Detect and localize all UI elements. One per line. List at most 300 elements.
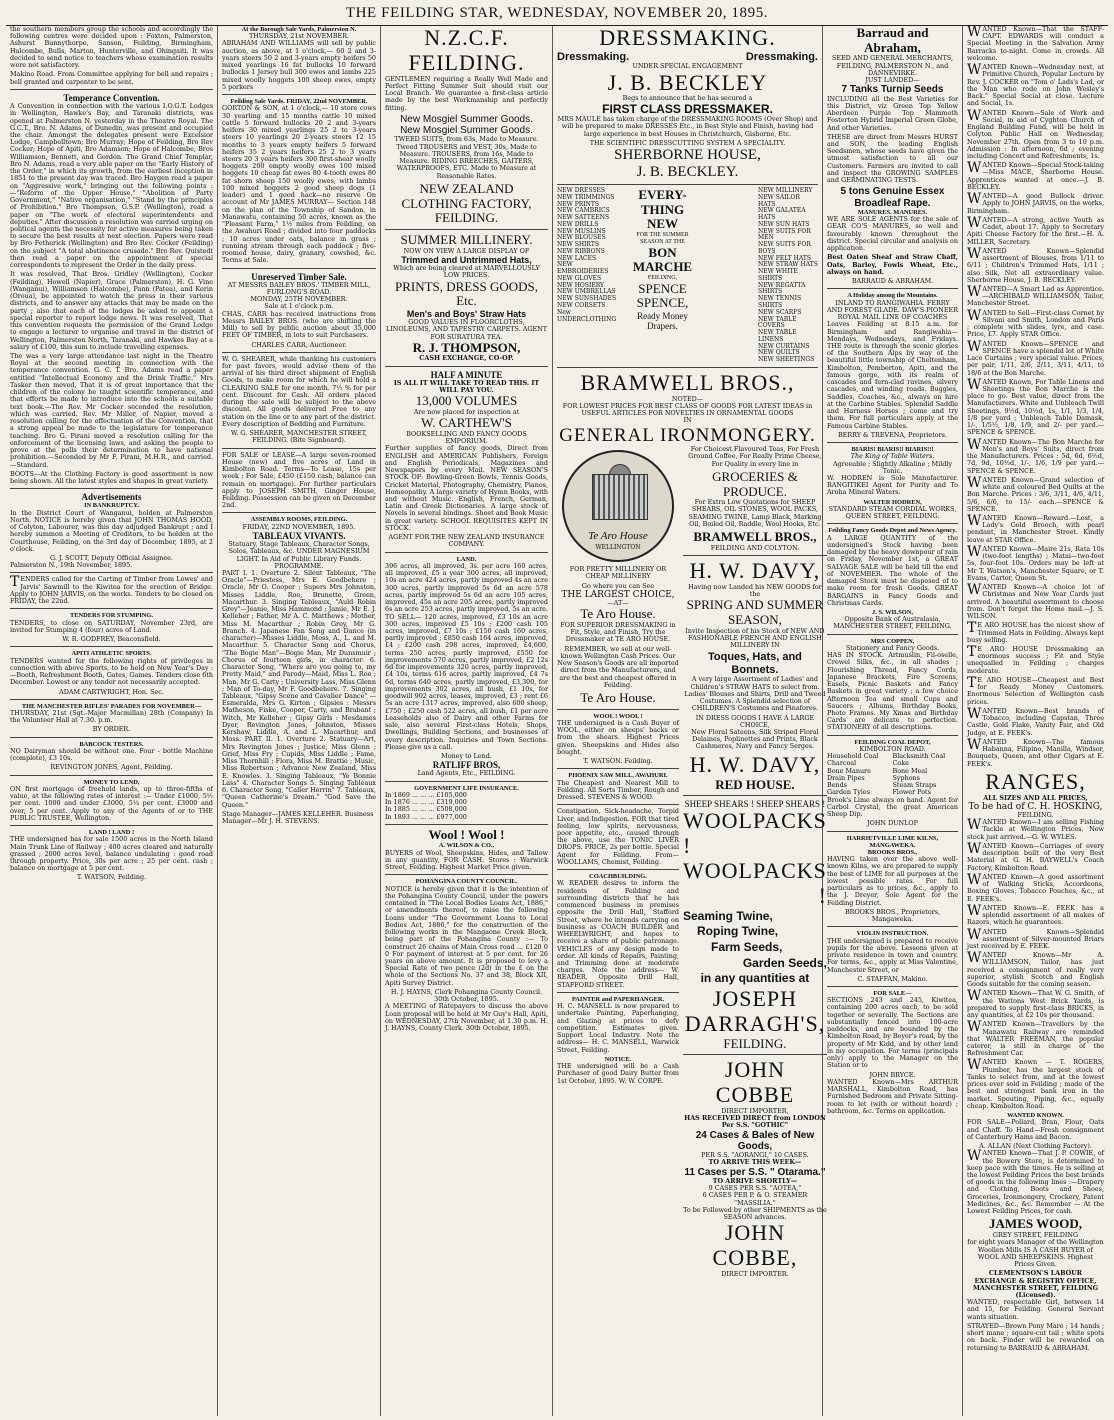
wanted-ad: WANTED—A good Bullock driver. Apply to JOHN JARVIS, on the works, Birmingham. bbox=[967, 191, 1104, 215]
ad-line: Garden Seeds, bbox=[742, 955, 827, 970]
heading: COACHBUILDING. bbox=[589, 873, 647, 881]
signature: JOHN DUNLOP bbox=[867, 819, 918, 828]
ad-title: A. WILSON & CO., bbox=[438, 842, 495, 850]
signature: W. R. GODFREY, Beaconsfield. bbox=[62, 635, 161, 644]
heading: GOVERNMENT LIFE INSURANCE. bbox=[414, 784, 519, 792]
ad-line: JUST LANDED— bbox=[865, 76, 920, 85]
heading: NOTICE. bbox=[604, 1055, 632, 1063]
wanted-ad: WANTED Known—E. FEEK has a splendid assortment of all makes of Razors, which he guarantees. bbox=[967, 902, 1104, 927]
article-text: Makino Road. From Committee applying for bell and repairs ; bell granted and carpenter to be sent. bbox=[10, 70, 213, 86]
ad-text: FOR LOWEST PRICES FOR BEST CLASS OF GOODS FOR LATEST IDEAS in USEFUL ARTICLES FOR NOVELTIES IN ORNAMENTAL GOODS bbox=[562, 401, 813, 418]
wanted-ad: WANTED Known—I am selling Fishing Tackle at Wellington Prices. New stock just arrived.—G. W. WYLES. bbox=[967, 817, 1104, 841]
ad-title: JOHN COBBE, bbox=[712, 1220, 798, 1271]
list-item: NEW SUN HATS bbox=[758, 220, 810, 228]
ad-text: H. C. MANSELL is now prepared to undertake Painting, Paperhanging, and Glazing at prices to defy competition. Estimates given. Support Local Industry. Note the address— H. C. MANSELL, Warwick Street, Feilding. bbox=[557, 1002, 679, 1054]
ad-text: TENDERS, to close on SATURDAY, November 23rd, are invited for Stumping 4 (four) acres of Land. bbox=[10, 618, 213, 634]
signature: G. J. SCOTT, Deputy Official Assignee. bbox=[49, 554, 173, 563]
ad-text: FOR SALE or LEASE—A large seven-roomed House (new) and five acres of Land in Kimbolton Road. Terms—To Lease, 15s per week ; For Sale, £450 (£150 cash, balance can remain on mortgage). For further particulars apply to JOSEPH SMITH, Ginger House, Feilding. Possession can be given on December 2nd. bbox=[222, 450, 376, 510]
ad-line: New Mosgiel Summer Goods. bbox=[400, 125, 533, 137]
ad-line: GREY STREET, FEILDING bbox=[992, 1231, 1079, 1240]
ad-title: PRINTS, DRESS GOODS, Etc. bbox=[394, 278, 539, 309]
ad-title: H. W. DAVY, bbox=[689, 558, 821, 584]
ad-title: H. W. DAVY, bbox=[689, 751, 821, 777]
column-sales bbox=[218, 26, 381, 1416]
ad-line: Roping Twine, bbox=[697, 924, 779, 939]
ad-line: Are now placed for inspection at bbox=[413, 407, 520, 416]
column-news bbox=[6, 26, 218, 1416]
ad-text: for eight years Manager of the Wellington Woollen Mills IS A CASH BUYER of WOOL AND SHEEPSKINS. Highest Prices Given. bbox=[967, 1238, 1104, 1269]
ad-title: JAMES WOOD, bbox=[989, 1216, 1082, 1232]
subheading: Statuary, Stage Tableaux, Character Songs, Solos, Tableaux, &c. UNDER MAGNESIUM LIGHT. In Aid of Public Library Funds. PROGRAMME. bbox=[228, 540, 370, 570]
list-item: NEW SHEETINGS bbox=[758, 356, 815, 364]
insurance-row: In 1885 ... ... ... £508,000 bbox=[385, 805, 467, 814]
ad-line: 7 Tanks Turnip Seeds bbox=[841, 84, 944, 96]
ad-text: FOR PRETTY MILLINERY OR CHEAP MILLINERY bbox=[569, 565, 667, 581]
list-item: NEW QUILTS bbox=[758, 349, 800, 357]
ad-text: In the District Court of Wanganui, holden at Palmerston North. NOTICE is hereby given that JOHN THOMAS HOOD, of Colyton, Labourer, was this day adjudged Bankrupt ; and I hereby summon a Meeting of Creditors, to be holden at the Courthouse, Feilding, on the 3rd day of December, 1895, at 2 o'clock. bbox=[10, 508, 213, 553]
list-item: New UNDERCLOTHING bbox=[557, 308, 617, 323]
date: MONDAY, 25TH NOVEMBER. bbox=[250, 295, 348, 304]
list-item: NEW SUITS FOR MEN bbox=[758, 227, 811, 242]
ad-line: Toques, Hats, and Bonnets. bbox=[707, 651, 802, 676]
ad-text: Brook's Lime always on hand. Agent for Carbol Crystal, the great American Sheep Dip. bbox=[827, 795, 958, 819]
ad-line: DIRECT IMPORTER. bbox=[721, 1270, 789, 1279]
ad-line: Go where you can See bbox=[581, 581, 655, 590]
heading: PAINTER and PAPERHANGER. bbox=[571, 995, 665, 1003]
list-item: NEW DRILLS bbox=[557, 220, 599, 228]
ad-title: HALF A MINUTE bbox=[430, 369, 503, 380]
list-item: NEW GALATEA HATS bbox=[758, 207, 806, 222]
ad-title: 13,000 VOLUMES bbox=[415, 393, 518, 409]
ad-text: NOTICE is hereby given that it is the intention of the Pohangina County Council, under the powers contained in "The Local Bodies Loans Act, 1886," or amendments thereof, to raise the following Loans under "The Government Loans to Local Bodies Act, 1886," for the construction of the following works in the Mangaone Creek Block, being part of the Pohangina County :— To construct 26 chains of Main Cross road ... £120 0 0 For payment of interest at 5 per cent. for 26 years on above amount. It is proposed to levy a Special Rate of two pence (2d) in the £ on the whole of the Sections No. 37 and 38, Block XII, Apiti Survey District. bbox=[385, 884, 548, 987]
ad-title: SPENCE bbox=[638, 280, 687, 296]
ad-title: WALTER HODREN, bbox=[863, 498, 922, 506]
list-item: Blacksmith Coal bbox=[892, 752, 946, 761]
programme: PART I. 1. Overture 2. Silent Tableaux, "The Oracle"—Priestess, Mrs E. Goodbehere ; Oracle, Mr O. Cooper ; Supers Mrs Johnston, Misses Liddle, Roe, Brunette, Green, Macarthur. 3. Singing Tableaux, "Auld Robin Grey"—Jeanie, Miss Hammond ; Jamie, Mr E. J. Kelleher ; Father, Mr A. C. Matthews ; Mother, Miss M. Macarthur ; Robin Grey, Mr G. Branch. 4. Japanese Fan Song and Dance (in character)—Misses Liddle, Moss, A., L. and M. Macarthur. 5. Character Song and Chorus, "The Bogie Man"—Bogie Man, Mr Dunsmuir ; Chorus of fourteen girls, in character. 6. Character Song, "Where are you going to, my Pretty Maid," and Parody—Maid, Miss L. Roe ; Man, Mr G. Carty ; University Lass, Miss Glenn ; Man of To-day, Mr F. Goodbehere. 7. Singing Tableaux, "Gipsy Scene and Cavalier Dance" — Esmeralda, Mrs G. Kirton ; Gipsies : Messrs Matheson, Fiske, Cooper, Carty, and Brabant ; Witch, Mr Kelleher ; Gipsy Girls : Mesdames Dyer, Revington Jones, Johnston, Misses Kershaw, Liddle, A. and L. Macarthur, and Moss. PART II. 1. Overture 2. Statuary—Art, Mrs Revington Jones ; Justice, Miss Glenn ; Grief, Miss Fry ; Cupids, Miss Liddle ; Fame, Miss Thornhill ; Flora, Miss M. Brattie ; Music, Miss Robertson ; Advance New Zealand, Miss E. Knowles. 3. Singing Tableaux, "Ye Bonnie Lass" 4. Character Songs 5. Singing Tableaux 6. Character Song, "Caller Herrin" 7. Tableaux, "Queen Catherine's Dream." "God Save the Queen." bbox=[222, 569, 376, 809]
date: THURSDAY, 21st NOVEMBER. bbox=[248, 32, 350, 41]
signature: JOHN BRYCE. bbox=[869, 1070, 916, 1079]
ad-line: 24 Cases & Bales of New Goods, bbox=[695, 1129, 815, 1152]
list-item: NEW DRESSES bbox=[557, 186, 606, 194]
ad-line: FEILDING, bbox=[647, 274, 678, 281]
ad-text: TWEED SUITS, from 63s, Made to Measure. Tweed TROUSERS and VEST, 30s, Made to Measure. TROUSERS, from 16s, Made to Measure. RIDING BREECHES, GAITERS, WATERPROOFS, ETC. Made to Measure at Reasonable Rates. bbox=[394, 135, 539, 180]
ad-title: Te Aro House. bbox=[580, 690, 656, 706]
ad-text: HAVING taken over the above well-known Kilns, we are prepared to supply the best of LIME for all purposes at the lowest possible rates. For full particulars as to prices, &c., apply to the J. Dreyer, Sole Agent for the Feilding District. bbox=[827, 855, 958, 907]
ad-title: Barraud and Abraham, bbox=[856, 25, 929, 55]
wanted-ad: WANTED Known—That J. P. COWIE, of the Bowery Store, is determined to keep pace with the times. He is selling at the lowest Feilding Prices the best brands of goods in the following lines :—Drapery and Clothing, Boots and Shoes, Groceries, Ironmongery, Crockery, Patent Medicines, &c., &c. Remember — At the Lowest Feilding Prices, for cash. bbox=[967, 1148, 1104, 1216]
ad-line: DIRECT IMPORTER, bbox=[721, 1106, 789, 1115]
heading: Feilding Fancy Goods Depot and News Agency. bbox=[828, 527, 957, 535]
ad-text: GENTLEMEN requiring a Really Well Made and Perfect Fitting Summer Suit should visit our Local Branch. We guarantee a first-class article made by the best Workmanship and perfectly fitting. bbox=[385, 74, 548, 112]
wanted-ad: TE ARO HOUSE Dressmaking an enormous success ; Fit and Style unequalled in Feilding ; charges moderate. bbox=[967, 643, 1104, 675]
ad-text: Leaves Feilding at 8.15 a.m. for Birmingham and Rangiwahia—Mondays, Wednesdays, and Fridays. THE route is through the scenic glories of the Southern Alps by way of the beautiful little township of Cheltenham, Kimbolton, Pemberton, Apiti, and the famous gorge, with its realm of cascades and fern-clad ravines, silvery cascades, and winding roads. Buggies, Saddles, Coaches, &c., always on hire at the Carbine Stables. Splendid Saddle and Harness Horses ; come and try them. For full particulars apply at the Famous Carbine Stables. bbox=[827, 320, 958, 430]
ad-line: NEW bbox=[646, 216, 679, 232]
heading: A Holiday among the Mountains. bbox=[847, 292, 938, 300]
ad-line: HAS RECEIVED DIRECT from LONDON Per S.S. "GOTHIC" bbox=[684, 1114, 826, 1130]
ad-title: SPENCE, bbox=[636, 295, 689, 311]
wanted-ad: WANTED to Sell—First-class Cornet by Silvani and Smith, London and Paris ; complete with slides, lyre, and case. Price, £7. Apply STAR Office. bbox=[967, 307, 1104, 339]
new-goods-list-left bbox=[557, 188, 617, 364]
ad-line: ALL SIZES AND ALL PRICES, bbox=[983, 793, 1088, 802]
wanted-ad: TE ARO HOUSE has the nicest show of Trimmed Hats in Feilding. Always kept busy selling. bbox=[967, 620, 1104, 644]
ad-title: BROOKS BROS., bbox=[867, 849, 918, 856]
ad-line: THE SCIENTIFIC DRESSCUTTING SYSTEM A SPECIALITY. bbox=[589, 138, 786, 147]
list-item: NEW SCARFS bbox=[758, 308, 802, 316]
list-item: NEW SATTEENS bbox=[557, 214, 610, 222]
wanted-ad: WANTED—A Smart Lad as Apprentice.—ARCHIBALD WILLIAMSON, Tailor, Manchester Street. bbox=[967, 283, 1104, 308]
article-text: It was resolved, That Bros. Gridley (Wellington), Cocker (Feilding), Howell (Napier), Grace (Palmerston), H. G. Vine (Wanganui), Williamson (Halcombe), Pann (Patea), and Kerin (Oroua), be appointed to watch the press in their various districts, and to answer any attacks that may be made on the party ; also that each of the lodges be asked to appoint a special reporter to report lodge news. It was resolved, That this convention requests the permission of the Grand Lodge to engage a lecturer to organise and travel in the district of Wellington, Palmerston North, Taranaki, and Hawkes Bay at a salary of £100, this sum to include travelling expenses. bbox=[10, 270, 213, 351]
signature: BROOKS BROS., Proprietors, Mangaweka. bbox=[844, 907, 941, 924]
list-item: NEW CORSETS bbox=[557, 301, 606, 309]
ad-line: THING bbox=[640, 201, 685, 217]
ad-line: —AT— bbox=[607, 599, 629, 607]
signature: BERRY & TREVENA, Proprietors. bbox=[837, 430, 947, 439]
heading: FEILDING COAL DEPOT, bbox=[854, 738, 931, 746]
ad-line: FIRST CLASS DRESSMAKER. bbox=[602, 101, 773, 116]
heading: PHOENIX SAW MILL, AWAHURI. bbox=[568, 772, 668, 780]
heading: HARRIETVILLE LIME KILNS, MANGAWEKA. bbox=[846, 834, 939, 849]
seal-town: WELLINGTON bbox=[595, 544, 641, 552]
list-item: NEW REGATTA SHIRTS bbox=[758, 281, 806, 296]
date: Palmerston N., 19th November, 1895. bbox=[10, 561, 133, 570]
signature: Stage Manager—JAMES KELLEHER. Business Manager—Mr J. H. STEVENS. bbox=[222, 809, 374, 825]
ad-line: The King of Table Waters. bbox=[850, 452, 935, 461]
heading: Feilding Sale Yards. FRIDAY, 22nd NOVEMBER. bbox=[230, 98, 368, 106]
ad-title: BON MARCHE bbox=[632, 244, 693, 275]
signature: BY ORDER. bbox=[92, 725, 131, 734]
heading: ASSEMBLY ROOMS, FEILDING. bbox=[250, 516, 348, 524]
ad-title: SHERBORNE HOUSE, bbox=[614, 147, 761, 164]
ad-line: 5 tons Genuine Essex Broadleaf Rape. bbox=[840, 186, 945, 209]
list-item: Steam Straps bbox=[892, 781, 937, 790]
ad-title: WOOLPACKS ! bbox=[683, 858, 827, 908]
column-merchants bbox=[823, 26, 963, 1416]
ad-title: SUMMER MILLINERY. bbox=[400, 231, 533, 247]
column-wanted bbox=[963, 26, 1108, 1416]
ad-title: R. J. THOMPSON, bbox=[412, 339, 521, 355]
ad-text: FOR SUPERIOR DRESSMAKING in Fit, Style, and Finish, Try the Dressmaker at TE ARO HOUSE. bbox=[560, 620, 676, 644]
wanted-ad: WANTED Known — T. ROGERS, Plumber, has the largest stock of Tanks to select from, and at the lowest prices ever sold in Feilding ; made of the best and strongest bank iron in the market. Spouting, Piping, &c., equally cheap. Kimbolton Road. bbox=[967, 1057, 1104, 1110]
ad-line: KIMBOLTON ROAD. bbox=[859, 744, 926, 753]
ad-title: Wool ! Wool ! bbox=[428, 826, 505, 842]
list-item: Drain Pipes bbox=[827, 773, 865, 782]
list-item: NEW TENNIS SHIRTS bbox=[758, 295, 802, 309]
heading: FOR SALE— bbox=[873, 989, 912, 997]
heading: WANTED KNOWN. bbox=[1007, 1112, 1064, 1120]
wanted-ad: WANTED Known—Reward.—Lost, a Lady's Gold Brooch, with pearl pendant, in Manchester Street. Kindly leave at STAR Office. bbox=[967, 513, 1104, 544]
list-item: NEW SUNSHADES bbox=[557, 295, 617, 303]
ad-text: CHAS. CARR has received instructions from Messrs BAILEY BROS. (who are shifting the Mill) to sell by public auction about 35,000 FEET OF TIMBER, in lots to suit Purchasers. bbox=[222, 309, 376, 340]
wanted-ad: WANTED Known—Grand selection of white and coloured Bed Quilts at the Bon Marche. Prices : 3/6, 3/11, 4/6, 4/11, 5/6, 6/6, to 15/- each.—SPENCE & SPENCE. bbox=[967, 474, 1104, 513]
list-item: NEW UMBRELLAS bbox=[557, 288, 616, 296]
ad-text: 396 acres, all improved, 3s. per acre 160 acres, all improved, £5 a year 300 acres, all improved, 10s an acre 424 acres, partly improved 4s an acre 300 acres, partly improved 5s 6d an acre 578 acres, partly improved 5s 6d an acre 105 acres, improved, 45s an acre 205 acres, partly improved 6s an acre 253 acres, partly improved, 5s an acre. TO SELL— 120 acres, improved, £3 10s an acre 300 acres, improved £5 10s ; £200 cash 105 acres, improved, £7 10s ; £150 cash 160 acres, partly improved ; £850 cash 164 acres, improved, £4 ; £200 cash 298 acres, improved, £4,600, terms 250 acres, partly improved, £550 for improvements 570 acres, partly improved, £2 12s 6d for improvements 320 acres, partly improved, £4 10s, terms 616 acres, partly improved, £4 7s 6d, terms 640 acres, partly improved, £3,300, for improvements 302 acres, all bush, £1 10s, for goodwill 902 acres, leases, improved, £3 ; rent £6 5s an acre 1317 acres, improved, also 600 sheep, £750 ; £250 cash 522 acres, all bush, £1 per acre Leaseholds also of Dairy and other Farms for sale, also several First-class Hotels, Shops, Dwellings, Building Sections, and businesses of every description. Inquiries and Town Sections. Please give us a call. bbox=[385, 561, 548, 751]
list-item: NEW MILLINERY bbox=[758, 186, 813, 194]
list-item: Bone Meal bbox=[892, 766, 928, 775]
ad-line: Trimmed and Untrimmed Hats, bbox=[401, 254, 532, 265]
ad-line: Dressmaking. bbox=[745, 50, 818, 63]
ad-text: THESE are direct from Messrs HURST and SON, the leading English Seedsmen, whose seeds have given the utmost satisfaction to all our Customers. Farmers are invited to call and inspect the GROWING SAMPLES and GERMINATING TESTS. bbox=[827, 132, 958, 185]
wanted-ad: WANTED Known—Carriages of every description built of the very Best Material at G. H. BAYWELL's Coach Factory, Kimbolton Road. bbox=[967, 840, 1104, 872]
ad-text: Further supplies of fancy goods, Direct from ENGLISH and AMERICAN Publishers, Foreign and English Periodicals, Magazines and Newspapers by every Mail. NEW SEASON'S STOCK OF: Bowling-Green Bowls, Tennis Goods, Cricket Material, Photography, Chemistry, Pianos, Homeopathy. A large variety of Hymn Books, with and without Music. English, French, German, Latin and Greek Dictionaries. A large stock of Novels in several bindings. Sheet and Book Music in great variety. SCHOOL REQUISITES KEPT IN STOCK. bbox=[385, 444, 548, 532]
seal-label: Te Aro House bbox=[588, 529, 648, 542]
ad-line: NOTED— bbox=[671, 394, 704, 403]
list-item: NEW SAILOR HATS bbox=[758, 193, 800, 208]
list-item: NEW MUSLINS bbox=[557, 227, 606, 235]
ad-title: GROCERIES & PRODUCE. bbox=[712, 468, 798, 499]
ad-title: JOHN COBBE bbox=[715, 1057, 795, 1108]
heading: TABLEAUX VIVANTS. bbox=[252, 530, 346, 541]
list-item: NEW SUITS FOR BOYS bbox=[758, 241, 811, 255]
ad-line: AGENT FOR THE NEW ZEALAND INSURANCE COMPANY. bbox=[388, 533, 545, 549]
signature: REVINGTON JONES, Agent, Feilding. bbox=[50, 763, 173, 772]
building-facade bbox=[592, 474, 648, 520]
new-goods-list-right bbox=[758, 188, 818, 364]
list-item: NEW WHITE SHIRTS bbox=[758, 268, 798, 282]
list-item: Flower Pots bbox=[892, 788, 931, 797]
ad-line: FEILDING. bbox=[723, 1035, 787, 1051]
ad-line: Begs to announce that he has secured a bbox=[622, 94, 753, 103]
ad-line: STANDARD STEAM CORDIAL WORKS, QUEEN STREET, FEILDING. bbox=[828, 504, 957, 521]
article-text: the southern members group the schools and accordingly the following centres were decided upon : Foxton, Palmerston, Ashurst Bunnythorpe, Sanson, Feilding, Birmingham, Halcombe, Bulls, Marton, Hunterville, and Ohingaiti. It was decided to send notice to teachers whose examination results were not satisfactory. bbox=[10, 25, 213, 70]
ad-text: W. READER desires to inform the residents of Feilding and surrounding districts that he has commenced business in premises opposite the Drill Hall, Stafford Street, where he intends carrying on business as COACH BUILDER and WHEELWRIGHT, and hopes to receive a share of public patronage. VEHICLES of any design made to order. All kinds of Repairs, Painting, and Trimming done at moderate charges. Note the address— W. READER, Opposite Drill Hall, STAFFORD STREET. bbox=[557, 879, 679, 989]
insurance-row: In 1893 ... ... ... £977,000 bbox=[385, 812, 467, 821]
signature: CHARLES CARR, Auctioneer. bbox=[251, 340, 347, 349]
heading: APITI ATHLETIC SPORTS. bbox=[71, 650, 152, 658]
ad-line: Opposite Bank of Australasia, MANCHESTER STREET, FEILDING. bbox=[833, 615, 952, 631]
ad-line: Having now Landed his NEW GOODS for the bbox=[688, 582, 822, 599]
list-item: NEW CURTAINS bbox=[758, 342, 810, 350]
signature: BARRAUD & ABRAHAM. bbox=[851, 277, 934, 286]
ad-title: RED HOUSE. bbox=[715, 776, 795, 792]
masthead: THE FEILDING STAR, WEDNESDAY, NOVEMBER 20, 1895. bbox=[6, 4, 1108, 26]
ad-title: J. B. BECKLEY. bbox=[636, 164, 739, 181]
ad-text: A MEETING of Ratepayers to discuss the above Loan proposal will be held at Mr Guy's Hall, Apiti, on WEDNESDAY, 27th November, at 1.30 p.m. H. J. HAYNS, County Clerk. 30th October, 1895. bbox=[385, 1002, 548, 1033]
heading: TENDERS FOR STUMPING. bbox=[70, 612, 153, 620]
heading: LAND. bbox=[456, 555, 477, 563]
ad-text: New Floral Sateens, Silk Striped Floral Delaines, Poplinettes and Prints, Black Cashmeres, Navy and Fancy Serges. bbox=[691, 727, 819, 751]
ad-line: IN DRESS GOODS I HAVE A LARGE CHOICE, bbox=[695, 713, 815, 729]
ad-line: New Mosgiel Summer Goods. bbox=[400, 113, 533, 125]
list-item: Charcoal bbox=[827, 759, 857, 768]
ad-text: THE undersigned has for sale 1500 acres in the North Island Main Trunk Line of Railway ; 400 acres cleared and naturally grassed ; 2000 acres level, balance undulating : good road through property. Price, 30s per acre ; 25 per cent. cash ; balance on mortgage at 5 per cent. bbox=[10, 835, 213, 873]
ad-line: Seaming Twine, bbox=[683, 908, 773, 923]
list-item: Garden Tyles bbox=[827, 788, 870, 797]
article-text: The was a very large attendance last night in the Theatre Royal at the second meeting in connection with the temperance convention. G. C. T. Bro. Adams read a paper entitled "Intellectual Economy and the Drink Traffic." Mrs Tasker then moved, That it is of great importance that the children of the colony be taught scientific temperance, and that efforts be made to introduce into the schools a suitable text book.—The Rev. Mr Cocker seconded the resolution, which was carried. Rev. Mr Miller, of Napier, moved a resolution calling for the effectuation of the Convention, that a strong appeal be made to the legislature for temperance teaching. Bro G. Pirani moved a resolution calling for the enforcement of the licensing laws, and asking the people to prove at the polls their determination to have national prohibition.—Seconded by Mr F. Pirani, M.H.R., and carried.—Standard. bbox=[10, 352, 213, 469]
ad-text: Constipation, Sick-headache, Torpid Liver, and Indigestion. FOR that tired feeling, low spirits, nervousness, poor appetite, etc., caused through the above, use the TONIC LIVER DROPS. PRICE, 2s per bottle. Special Agent for Feilding. From— WOOLLAMS, Chemist, Feilding. bbox=[557, 807, 679, 866]
signature: A. ALLAN (Next Clothing Factory). bbox=[979, 1142, 1092, 1151]
ad-line: FEILDING AND COLYTON. bbox=[710, 543, 800, 552]
ad-line: FEILDING, PALMERSTON N., and DANNEVIRKE. bbox=[836, 61, 949, 77]
ad-title: GENERAL IRONMONGERY. bbox=[559, 424, 816, 446]
heading: WOOL ! WOOL ! bbox=[593, 712, 643, 720]
list-item: Bends bbox=[827, 781, 847, 790]
ad-line: CASH EXCHANGE, CO-OP. bbox=[419, 354, 514, 363]
ad-line: Land Agents, Etc., FEILDING. bbox=[417, 769, 516, 778]
ad-title: DRESSMAKING. bbox=[599, 25, 776, 50]
list-item: NEW BLOUSES bbox=[557, 234, 606, 242]
heading: BABCOCK TESTERS. bbox=[79, 740, 144, 748]
list-item: NEW LACES bbox=[557, 254, 597, 262]
heading: MANURES. MANURES. bbox=[857, 209, 928, 217]
ad-line: BOOKSELLING AND FANCY GOODS EMPORIUM. bbox=[406, 429, 527, 446]
ad-title: BRAMWELL BROS., bbox=[580, 369, 795, 395]
ad-text: WE ARE SOLE AGENTS for the sale of GEAR CO'S MANURES, so well and favourably known throughout the district. Special circular and analysis on application. bbox=[827, 215, 958, 253]
wanted-ad: TE ARO HOUSE—Cheapest and Best for Ready Money Customers. Enormous Selection of Wellington cash prices. bbox=[967, 674, 1104, 706]
ad-title: J. S. WILSON, bbox=[872, 608, 913, 616]
ad-text: The Cheapest and Nearest Mill to Feilding. All Sorts Timber, Rough and Dressed. STEVENS & WOOD. bbox=[557, 778, 679, 802]
signature: T. WATSON, Feilding. bbox=[76, 873, 147, 882]
wanted-ad: WANTED Known—A choice lot of Christmas and New Year Cards just arrived. A beautiful assortment to choose from. Don't forget the Home mail.—J. S. WILSON. bbox=[967, 582, 1104, 621]
wanted-ad: WANTED Known—SPENCE and SPENCE have a splendid lot of White Lace Curtains ; very special value. Prices, per pair, 1/11, 2/6, 2/11, 3/11, 4/11, to 18/6 at the Bon Marche. bbox=[967, 338, 1104, 377]
ad-line: Ready Money Drapers. bbox=[637, 311, 688, 332]
wanted-ad: WANTED Known—The Bon Marche for Men's and Boys' Suits, direct from the Manufacturers. Prices : 5d, 6d, 6½d, 7d, 9d, 10½d, 1/-, 1/6, 1/9 per yard.—SPENCE & SPENCE. bbox=[967, 436, 1104, 475]
article-text: A Convention in connection with the various I.O.G.T. Lodges in Wellington, Hawke's Bay, and Taranaki districts, was opened at Palmerston N. yesterday in the Theatre Royal. The G.C.T., Bro. N. Adams, of Dunedin, was present and occupied the chair. Amongst the delegates present were Excelsior Lodge, Campbelltown; Bro Murray; Hope of Feilding, Bro Rev Cocker; Hope of Apiti, Bro Adamson; Hope of Halcombe, Bros Williamson, Bennett, and Gordon. The Grand Chief Templar, Bro N. Adams, read a very able paper on the "Early History of the Order," in which its growth, from the earliest inception in 1851 to the present day was traced. Bro Haygen read a paper on "Aggressive work," bringing out the following points :—"Reform of the Upper House," "Abolition of Party Government," "Native organisation," "Stand by the principles of Prohibition." Bro Thompson, G.S.P. (Wellington), read a paper on "The work of electoral superintendents and deputies." After discussion a resolution was carried urging on political agents the necessity for active measures being taken to secure the best results at next election. Papers were read by Bro Fetherick (Wellington) and Bro Rev. Cocker (Feilding) on the subject "A total abstinence crusade." Bro Rev. Quistedt then read a paper on the appointment of special correspondents to represent the Order in the daily press. bbox=[10, 102, 213, 270]
ad-line: Dressmaking. bbox=[557, 50, 630, 63]
list-item: NEW SHIRTS bbox=[557, 241, 599, 249]
column-drapery bbox=[553, 25, 827, 1416]
list-item: NEW PRINTS bbox=[557, 200, 599, 208]
ad-line: 6 CASES PER P. & O. STEAMER "MASSILIA." bbox=[702, 1191, 808, 1207]
ad-text: WANTED, respectable Girl, between 14 and 15, for Feilding. General Servant wants situation. bbox=[967, 1298, 1104, 1321]
list-item: NEW TABLE LINENS bbox=[758, 329, 797, 343]
ad-title: NEW ZEALAND CLOTHING FACTORY, FEILDING. bbox=[401, 180, 532, 226]
ad-line: IS ALL IT WILL TAKE TO READ THIS. IT WILL PAY YOU. bbox=[393, 378, 540, 395]
wanted-ad: WANTED Known—Travellers by the Manawatu Railway are reminded that WALTER FREEMAN, the popular caterer, is still in charge of the Refreshment Car. bbox=[967, 1019, 1104, 1058]
ad-line: TO ARRIVE SHORTLY— bbox=[712, 1176, 798, 1185]
signature: H. J. HAYNS, Clerk Pohangina County Council. 30th October, 1895. bbox=[390, 987, 543, 1004]
heading: LAND ! LAND ! bbox=[88, 829, 135, 837]
ad-line: Money to Lend. bbox=[441, 751, 492, 760]
wanted-ad: WANTED Known—The famous Habanna, Filipino, Manilla, Windsor, Bouquets, Queen, and other Cigars at E. FEEK's. bbox=[967, 736, 1104, 768]
list-item: Bone Manure bbox=[827, 766, 871, 775]
wanted-ad: WANTED Known—That W. G. Smith, of the Wattons West Brick Yards, is prepared to supply first-class BRICKS, in any quantities, at £2 10s per thousand. bbox=[967, 988, 1104, 1020]
ad-text: BUYERS of Wool, Sheepskins, Hides, and Tallow in any quantity, FOR CASH. Stores : Warwick Street, Feilding. Highest Market Price given. bbox=[385, 848, 548, 872]
te-aro-house-seal bbox=[562, 450, 674, 562]
wanted-ad: WANTED Known—That the STAFF-CAPT. EDWARDS will conduct a Special Meeting in the Salvation Army Barracks to-night. Come in crowds. All welcome. bbox=[967, 24, 1104, 62]
wanted-ad: WANTED Known—Splendid assortment of Silver-mounted Briars just received by E. FEEK. bbox=[967, 926, 1104, 950]
ad-text: THE undersigned will be a Cash Purchaser of good Dairy Butter from 1st October, 1895. W. W. CORPE. bbox=[557, 1062, 679, 1085]
heading: VIOLIN INSTRUCTION. bbox=[856, 930, 929, 938]
ad-line: 9 CASES PER S.S. "AOTEA," bbox=[708, 1184, 802, 1193]
ad-title: Te Aro House. bbox=[580, 606, 656, 622]
ad-title: JOSEPH DARRAGH'S, bbox=[684, 985, 826, 1036]
subheading: AT MESSRS BAILEY BROS.' TIMBER MILL, FURLONG'S ROAD. bbox=[227, 280, 371, 296]
wanted-ad: WANTED Known—A good assortment of Walking Sticks, Accordeons, Boxing Gloves, Tobacco Pouches, &c., at E. FEEK's. bbox=[967, 871, 1104, 903]
wanted-ad: WANTED Known—Wednesday next, at Primitive Church, Popular Lecture by Rev. J. COCKER on "Tom o' Lads's Lad, or the Man who rode on John Wesley's Back." Special Social at close. Lecture and Social, 1s. bbox=[967, 62, 1104, 108]
signature: ADAM CARTWRIGHT, Hon. Sec. bbox=[59, 687, 164, 696]
ad-text: TENDERS wanted for the following rights of privileges in connection with above Sports, to be held on New Year's Day :—Booth, Refreshment Booth, Gates, Games. Tenders close 6th December. Lowest or any tender not necessarily accepted. bbox=[10, 656, 213, 687]
ad-text: HAS IN STOCK. Artmuslin, Fil-oselle, Crewel Silks, &c., in all shades ; Flourishing Thread, Fancy Cords, Japanese Brackets, Fire Screens, Easels, Picnic Baskets and Fancy Baskets in great variety ; a few choice Afternoon Tea and small Cups and Saucers ; Albums, Birthday Books, Photo Frames. My Xmas and Birthday Cards are delicate to perfection. STATIONERY of all descriptions. bbox=[827, 651, 958, 732]
ad-line: THE LARGEST CHOICE, bbox=[561, 589, 675, 600]
column-clothing bbox=[381, 26, 553, 1416]
insurance-row: In 1869 ... ... ... £105,000 bbox=[385, 790, 467, 799]
wanted-ad: WANTED Known—Sale of Work and Social, in aid of Cyghton Church of England Building Fund, will be held in Colyton Public Hall on Wednesday, November 27th. Open from 3 to 10 p.m. Admission : In afternoon, 6d ; evening including Concert and Refreshments, 1s. bbox=[967, 107, 1104, 160]
ad-text: GOOD VALUES IN FLOORCLOTHS, LINOLEUMS, AND TAPESTRY CARPETS. AGENT FOR SURATURA TEA. bbox=[385, 318, 547, 341]
ad-line: Agreeable ; Slightly Alkaline ; Mildly Tonic. bbox=[832, 459, 953, 475]
ad-line: 11 Cases per S.S. " Otarama." bbox=[684, 1166, 826, 1178]
ad-text: THE undersigned is a Cash Buyer of WOOL, either on sheeps' backs or from the shears. Highest Prices given. Sheepskins and Hides also bought. bbox=[557, 718, 679, 756]
list-item: NEW GLOVES bbox=[557, 274, 602, 282]
ad-line: CLEMENTSON'S LABOUR EXCHANGE & REGISTRY OFFICE, MANCHESTER STREET, FEILDING (Licensed). bbox=[972, 1269, 1099, 1299]
ad-title: BRAMWELL BROS., bbox=[693, 529, 817, 545]
ad-title: J. B. BECKLEY bbox=[607, 69, 768, 95]
ad-line: Stationery and Fancy Goods. bbox=[845, 643, 940, 652]
wanted-ad: WANTED Known—Splendid assortment of Blouses, from 1/11 to 6/11 ; Children's Trimmed Hats, 1/11 ; also Silk, Net all extraordinary value. Sherborne House, J. B. BECKLEY. bbox=[967, 245, 1104, 284]
ad-text: For Extra Low Quotations for SHEEP SHEARS, OIL STONES, WOOL PACKS, SEAMING TWINE, Lamp Black, Marking Oil, Boiled Oil, Raddle, Wool Hooks, Etc. bbox=[688, 498, 822, 528]
ad-line: To be had of C. H. HOSKING, bbox=[968, 801, 1103, 812]
list-item: NEW HOSIERY bbox=[557, 281, 605, 289]
ad-text: THURSDAY, 21st (Sgt.-Major Macmillan) 28th (Company) In the Volunteer Hall at 7.30. p.m. bbox=[10, 709, 213, 725]
ad-text: A LARGE QUANTITY of the undersigned's Stock having been damaged by the heavy downpour of rain on Friday, November 1st, a GREAT SALVAGE SALE will be held till the end of NOVEMBER. The whole of the damaged Stock must be disposed of to make room for fresh Goods. GREAT BARGAINS in Fancy Goods and Christmas Cards. bbox=[827, 533, 958, 607]
list-item: Household Coal bbox=[827, 752, 879, 761]
list-item: NEW STRAW HATS bbox=[758, 261, 818, 269]
wanted-ad: WANTED Known—Special Stock-taking—Miss MACE, Sherborne House. Apprentices wanted at once.—J. B. BECKLEY. bbox=[967, 160, 1104, 191]
wanted-ad: WANTED Known, For Table Linens and Sheetings the Bon Marche is the place to go. Best value, direct from the Manufacturers. White and Unbleach Twill Sheetings, 9½d, 10½d, 1s, 1/1, 1/3, 1/4, 1/8 per yard ; Unbleach Table Damask, 1/-, 1/5½, 1/8, 1/9, and 2/- per yard.—SPENCE & SPENCE. bbox=[967, 376, 1104, 437]
ad-line: To be Followed by other SHIPMENTS as the SEASON advances. bbox=[683, 1205, 827, 1222]
heading: MONEY TO LEND, bbox=[83, 778, 140, 786]
ad-line: Farm Seeds, bbox=[711, 940, 783, 954]
ad-line: SEED AND GENERAL MERCHANTS, bbox=[831, 54, 954, 63]
wanted-ad: WANTED Known—Maire 21s, Rata 10s (two-foot lengths) ; Matai—two-foot 5s, four-foot 10s. Orders may be left at Mr T. Watson's, Manchester Square, or T. Evans, Carter, Queen St. bbox=[967, 543, 1104, 582]
signature: T. WATSON. Feilding. bbox=[583, 757, 653, 766]
coal-items bbox=[827, 753, 958, 796]
ad-text: STRAYED—Brown Pony Mare ; 14 hands ; short mane ; square-cut tail ; white spots on back. Finder will be rewarded on returning to BARRAUD & ABRAHAM. bbox=[967, 1321, 1104, 1352]
ad-title: RATLIFF BROS, bbox=[432, 760, 501, 771]
heading: POHANGINA COUNTY COUNCIL. bbox=[415, 878, 518, 886]
wanted-ad: WANTED—A strong, active Youth as Cadet, about 17. Apply to Secretary Apiti Cheese Factory for the first.—H. A. MILLER, Secretary. bbox=[967, 214, 1104, 246]
heading: Temperance Convention. bbox=[63, 92, 160, 103]
ad-line: TO ARRIVE THIS WEEK— bbox=[708, 1158, 802, 1167]
heading: Advertisements bbox=[81, 492, 142, 503]
ad-line: PER S.S. "AORANGI," 10 CASES. bbox=[701, 1151, 809, 1160]
ad-text: INCLUDING all the Best Varieties for this District, viz Green Top Yellow Aberdeen Purple Top Mammoth Fosterton Hybrid Imperial Green Globe, And other Varieties. bbox=[827, 94, 958, 132]
ad-line: FOR THE SUMMER SEASON AT THE bbox=[636, 232, 689, 245]
ad-line: NOW ON VIEW A LARGE DISPLAY OF bbox=[403, 246, 530, 255]
heading: THE MANCHESTER RIFLES' PARADES FOR NOVEMBER— bbox=[21, 702, 202, 710]
ad-text: SECTIONS 243 and 245, Kiwitea, containing 200 acres each, to be sold together or severally. The Sections are substantially fenced into 100-acre paddocks, and are bounded by the Kimbolton Road, by Beyer's road, by the property of Mr Kidd, and by other land in my occupation. For terms (principals only) apply to the Manager on the Station or to bbox=[827, 996, 958, 1070]
ad-line: FEILDING. bbox=[1017, 810, 1054, 819]
ad-title: SPRING AND SUMMER SEASON, bbox=[686, 597, 824, 628]
ad-title: MRS COPPEN, bbox=[870, 637, 915, 645]
list-item: NEW RIBBONS bbox=[557, 247, 605, 255]
ad-line: EVERY- bbox=[638, 186, 687, 202]
time: Sale at 1 o'clock p.m. bbox=[264, 302, 334, 311]
article-text: BOOTS—At the Clothing Factory is good assortment is now being shown. All the latest styles and shapes in great variety. bbox=[10, 469, 213, 485]
ad-title: WOOLPACKS ! bbox=[683, 808, 827, 859]
list-item: NEW TABLE COVERS bbox=[758, 315, 797, 330]
ad-text: MRS MAULE has taken charge of the DRESSMAKING ROOMS (Over Shop) and will be prepared to make DRESSES Etc., in Best Style and Finish, having had large experience in best Houses in Christchurch, Gisborne, Etc. bbox=[557, 115, 818, 138]
list-item: NEW TRIMMINGS bbox=[557, 193, 615, 201]
ad-text: GORTON & SON, at 1 o'clock,— 10 store cows 30 yearling and 15 months cattle 10 mixed cattle 5 forward bullocks 20 2 and 3-years heifers 30 mixed yearlings 25 2 to 3-years steers 10 yearlings 20 2-years steers 12 15 months to 3 years empty heifers 5 forward heifers 35 2 years heifers 25 2 to 3 years steers 20 3 years heifers 300 first-shear woolly hoggets 200 empty woolly ewes 100 mixed hoggets 10 cheap fat ewes 80 4-tooth ewes 80 fat shorn sheep 150 woolly ewes, with lambs 100 mixed hoggets 2 good sheep dogs (1 leader) and 1 good hack—no reserve On account of Mr JAMES MURRAY— Section 148 on the plan of the Township of Sandon, in Manawatu, containing 50 acres, known as the "Pleasant Farm," 1½ miles from Feilding, on the Awahuri Road ; divided into four paddocks ; 10 acres under oats, balance in grass ; running stream through each paddock ; five-roomed house, dairy, granary, cowshed, &c. Terms at Sale. bbox=[222, 104, 376, 265]
ad-text: NO Dairyman should be without one. Four - bottle Machine (complete), £3 10s. bbox=[10, 746, 213, 763]
ad-line: IN bbox=[683, 416, 692, 425]
ad-title: N.Z.C.F. FEILDING. bbox=[408, 25, 525, 75]
ad-title: W. CARTHEW'S bbox=[421, 415, 512, 431]
list-item: NEW EMBROIDERIES bbox=[557, 261, 609, 276]
ad-title: SHEEP SHEARS ! SHEEP SHEARS ! bbox=[684, 799, 826, 810]
heading: Unreserved Timber Sale. bbox=[251, 271, 347, 282]
ad-text: A very large Assortment of Ladies' and Children's STRAW HATS to select from. Ladies' Blouses and Shirts, Drill and Tweed Costumes. A Splendid selection of CHILDREN'S Costumes and Pinafores. bbox=[684, 675, 826, 713]
list-item: Syphons bbox=[892, 773, 920, 782]
list-item: NEW CAMBRICS bbox=[557, 207, 610, 215]
ad-text: For Choicest Flavoured Teas, For Fresh Ground Coffee, For Really Prime Cheese, For Quality in every line in bbox=[688, 445, 822, 468]
list-item: NEW FELT HATS bbox=[758, 254, 812, 262]
wanted-ad: WANTED Known—Mr A. WILLIAMSON, Tailor, has just received a consignment of really very superior, stylish Scotch and English Goods suitable for the coming season. bbox=[967, 950, 1104, 989]
list-item: Coke bbox=[892, 759, 909, 768]
ad-text: Best Oaten Sheaf and Straw Chaff, Oats, Barley, Fowls Wheat, Etc., always on hand. bbox=[827, 253, 958, 276]
ad-text: REMEMBER, we sell at our well-known Wellington Cash Prices. Our New Season's Goods are all imported direct from the Manufacturers, and are the best and cheapest offered in Feilding. bbox=[557, 644, 679, 689]
heading: At the Borough Sale Yards, Palmerston N. bbox=[241, 26, 357, 33]
